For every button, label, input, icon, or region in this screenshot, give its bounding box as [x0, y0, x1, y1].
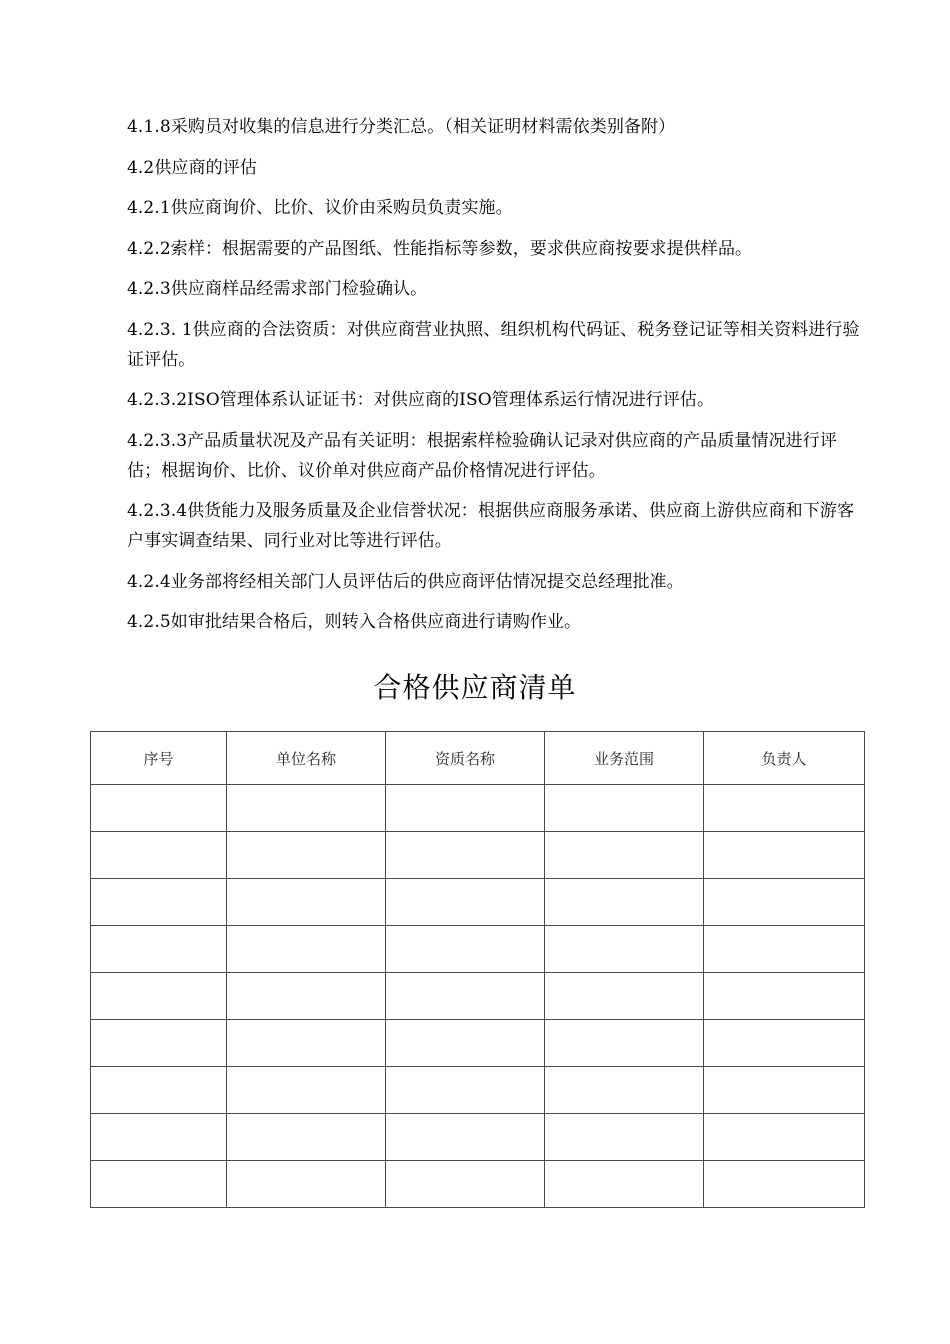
table-cell[interactable]	[386, 973, 545, 1020]
table-cell[interactable]	[704, 1161, 865, 1208]
table-cell[interactable]	[704, 1020, 865, 1067]
table-cell[interactable]	[91, 973, 227, 1020]
table-cell[interactable]	[91, 1020, 227, 1067]
table-cell[interactable]	[91, 1114, 227, 1161]
table-row	[91, 1067, 865, 1114]
paragraph: 4.1.8采购员对收集的信息进行分类汇总。（相关证明材料需依类别备附）	[127, 117, 676, 137]
paragraph: 4.2.2索样：根据需要的产品图纸、性能指标等参数，要求供应商按要求提供样品。	[127, 238, 753, 259]
section-heading: 4.2供应商的评估	[127, 157, 257, 178]
table-title: 合格供应商清单	[373, 671, 577, 704]
table-cell[interactable]	[227, 879, 386, 926]
table-row	[91, 926, 865, 973]
paragraph: 4.2.3.2ISO管理体系认证证书：对供应商的ISO管理体系运行情况进行评估。	[127, 390, 715, 410]
table-cell[interactable]	[545, 926, 704, 973]
table-row	[91, 1114, 865, 1161]
table-cell[interactable]	[227, 973, 386, 1020]
table-cell[interactable]	[704, 879, 865, 926]
table-cell[interactable]	[227, 1067, 386, 1114]
table-cell[interactable]	[91, 926, 227, 973]
table-cell[interactable]	[91, 785, 227, 832]
table-row	[91, 1161, 865, 1208]
table-cell[interactable]	[227, 1020, 386, 1067]
table-cell[interactable]	[545, 879, 704, 926]
header-qualification: 资质名称	[386, 732, 545, 785]
paragraph: 4.2.3.4供货能力及服务质量及企业信誉状况：根据供应商服务承诺、供应商上游供应商和下游客户事实调查结果、同行业对比等进行评估。	[127, 501, 855, 551]
table-cell[interactable]	[91, 879, 227, 926]
table-cell[interactable]	[386, 1114, 545, 1161]
table-cell[interactable]	[704, 926, 865, 973]
table-cell[interactable]	[386, 1020, 545, 1067]
table-row	[91, 832, 865, 879]
table-row	[91, 785, 865, 832]
table-cell[interactable]	[227, 1114, 386, 1161]
table-row	[91, 973, 865, 1020]
paragraph: 4.2.3供应商样品经需求部门检验确认。	[127, 279, 428, 299]
table-cell[interactable]	[91, 1067, 227, 1114]
table-cell[interactable]	[545, 1114, 704, 1161]
table-row	[91, 1020, 865, 1067]
table-body	[91, 785, 865, 1208]
document-body	[127, 112, 867, 648]
table-cell[interactable]	[545, 785, 704, 832]
table-cell[interactable]	[545, 973, 704, 1020]
table-cell[interactable]	[545, 1161, 704, 1208]
table-cell[interactable]	[91, 832, 227, 879]
table-cell[interactable]	[227, 832, 386, 879]
header-serial: 序号	[91, 732, 227, 785]
table-cell[interactable]	[704, 832, 865, 879]
table-cell[interactable]	[545, 832, 704, 879]
table-cell[interactable]	[386, 1161, 545, 1208]
table-cell[interactable]	[386, 785, 545, 832]
table-cell[interactable]	[386, 1067, 545, 1114]
table-cell[interactable]	[227, 926, 386, 973]
table-cell[interactable]	[545, 1020, 704, 1067]
table-cell[interactable]	[227, 1161, 386, 1208]
table-cell[interactable]	[91, 1161, 227, 1208]
header-person-in-charge: 负责人	[704, 732, 865, 785]
table-cell[interactable]	[704, 785, 865, 832]
table-cell[interactable]	[704, 1067, 865, 1114]
table-row	[91, 879, 865, 926]
table-cell[interactable]	[227, 785, 386, 832]
table-cell[interactable]	[545, 1067, 704, 1114]
paragraph: 4.2.3. 1供应商的合法资质：对供应商营业执照、组织机构代码证、税务登记证等相关资料进行验证评估。	[127, 319, 860, 370]
table-cell[interactable]	[386, 832, 545, 879]
paragraph: 4.2.1供应商询价、比价、议价由采购员负责实施。	[127, 198, 513, 218]
supplier-table	[90, 731, 865, 1208]
paragraph: 4.2.4业务部将经相关部门人员评估后的供应商评估情况提交总经理批准。	[127, 571, 684, 592]
table-cell[interactable]	[704, 1114, 865, 1161]
paragraph: 4.2.5如审批结果合格后，则转入合格供应商进行请购作业。	[127, 612, 582, 632]
paragraph: 4.2.3.3产品质量状况及产品有关证明：根据索样检验确认记录对供应商的产品质量情况进行评估；根据询价、比价、议价单对供应商产品价格情况进行评估。	[127, 430, 837, 481]
header-business-scope: 业务范围	[545, 732, 704, 785]
table-header-row	[91, 732, 865, 785]
table-cell[interactable]	[704, 973, 865, 1020]
table-cell[interactable]	[386, 879, 545, 926]
header-company-name: 单位名称	[227, 732, 386, 785]
table-cell[interactable]	[386, 926, 545, 973]
